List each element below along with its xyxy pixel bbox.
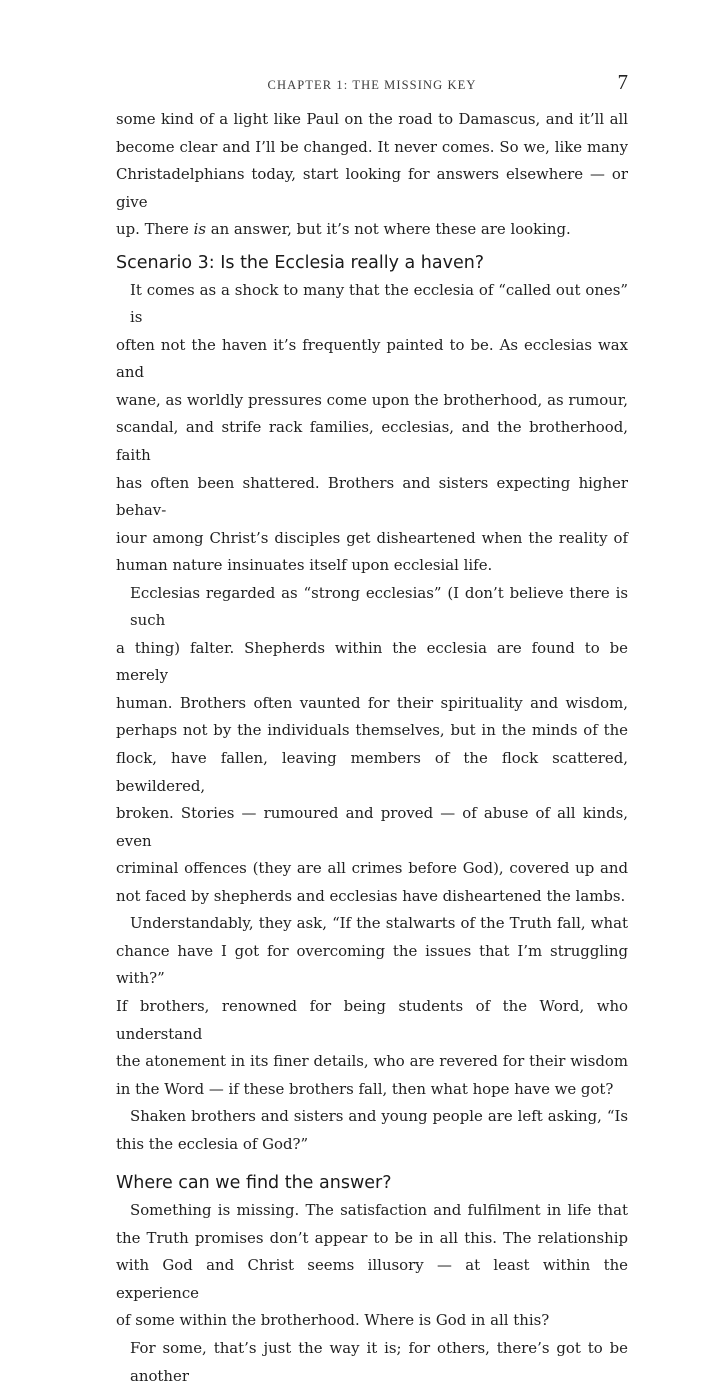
text-line: not faced by shepherds and ecclesias have disheartened the lambs. [116,886,626,905]
text-line: perhaps not by the individuals themselves, but in the minds of the [116,721,628,740]
paragraph [116,1197,628,1335]
text-line: the Truth promises don’t appear to be in all this. The relationship [116,1228,628,1247]
page-number: 7 [617,70,628,94]
running-header [116,70,628,100]
chapter-title: CHAPTER 1: THE MISSING KEY [267,78,477,92]
text-line: For some, that’s just the way it is; for others, there’s got to be another [130,1338,628,1385]
paragraph [116,1335,628,1390]
paragraph [116,910,628,1103]
text-line: the atonement in its finer details, who are revered for their wisdom [116,1052,628,1071]
text-line: If brothers, renowned for being students of the Word, who understand [116,996,628,1043]
text-line: a thing) falter. Shepherds within the ecclesia are found to be merely [116,638,628,685]
text-line: iour among Christ’s disciples get disheartened when the reality of [116,528,628,547]
text-line: It comes as a shock to many that the ecclesia of “called out ones” is [130,280,628,327]
paragraph [116,1103,628,1158]
text-line: human nature insinuates itself upon ecclesial life. [116,556,493,575]
text-line: some kind of a light like Paul on the road to Damascus, and it’ll all [116,110,628,128]
text-line: Shaken brothers and sisters and young people are left asking, “Is [130,1107,628,1126]
text-line: flock, have fallen, leaving members of the flock scattered, bewildered, [116,749,628,795]
text-line: Something is missing. The satisfaction and fulfilment in life that [130,1201,628,1220]
text-line: become clear and I’ll be changed. It never comes. So we, like many [116,137,628,156]
text-line: scandal, and strife rack families, ecclesias, and the brotherhood, faith [116,418,628,465]
text-line: Christadelphians today, start looking for answers elsewhere — or give [116,165,628,211]
text-line: in the Word — if these brothers fall, then what hope have we got? [116,1079,614,1098]
text-line: human. Brothers often vaunted for their spirituality and wisdom, [116,693,628,712]
text-line: often not the haven it’s frequently painted to be. As ecclesias wax and [116,335,628,382]
text-line: Ecclesias regarded as “strong ecclesias” (I don’t believe there is such [130,583,628,630]
text-line: broken. Stories — rumoured and proved — of abuse of all kinds, even [116,804,628,850]
text-line: this the ecclesia of God?” [116,1134,309,1153]
paragraph [116,580,628,911]
section-heading: Scenario 3: Is the Ecclesia really a haven? [116,252,485,273]
paragraph [116,106,628,244]
text-line: up. There is an answer, but it’s not where these are looking. [116,220,571,239]
paragraph [116,277,628,580]
text-line: Understandably, they ask, “If the stalwarts of the Truth fall, what [130,914,628,933]
text-line: with God and Christ seems illusory — at least within the experience [116,1256,628,1302]
section-heading: Where can we find the answer? [116,1173,392,1194]
text-line: wane, as worldly pressures come upon the brotherhood, as rumour, [116,390,628,409]
body-text [116,106,628,1390]
text-line: has often been shattered. Brothers and sisters expecting higher behav- [116,473,628,520]
text-line: of some within the brotherhood. Where is God in all this? [116,1311,550,1330]
text-line: criminal offences (they are all crimes before God), covered up and [116,859,628,878]
text-line: chance have I got for overcoming the issues that I’m struggling with?” [116,941,628,988]
